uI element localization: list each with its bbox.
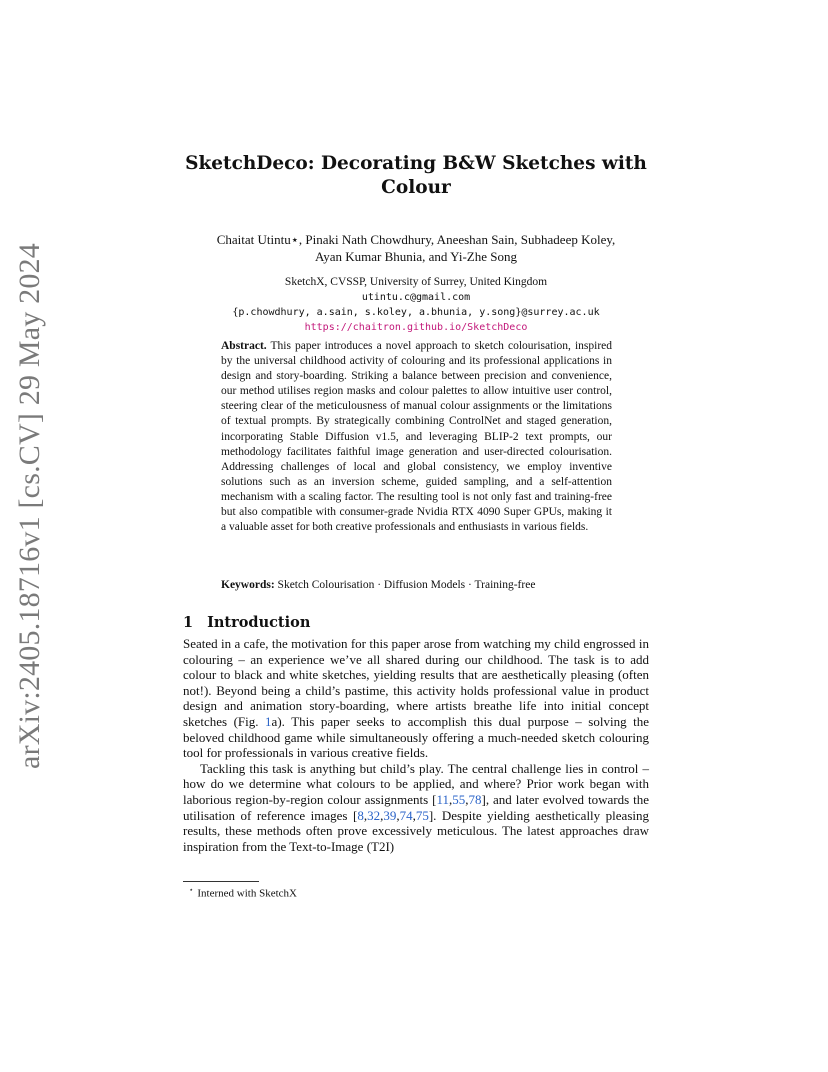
abstract-text: This paper introduces a novel approach to sketch colourisation, inspired by the universal childhood activity of colouring and its professional applications in design and story-boarding. Striking a balance between precision and convenience, our method utilises region masks and colour palettes to allow intuitive user control, steering clear of the meticulousness of manual colour assignments or the limitations of textual prompts. By strategically combining ControlNet and staged generation, incorporating Stable Diffusion v1.5, and leveraging BLIP-2 text prompts, our methodology facilitates faithful image generation and user-directed colourisation. Addressing challenges of local and global consistency, we employ inventive solutions such as an inversion scheme, guided sampling, and a self-attention mechanism with a scaling factor. The resulting tool is not only fast and training-free but also compatible with consumer-grade Nvidia RTX 4090 Super GPUs, making it a valuable asset for both creative professionals and enthusiasts in various fields. — [221, 340, 612, 534]
abstract — [221, 339, 612, 535]
citation-link[interactable]: 39 — [383, 807, 397, 823]
abstract-label: Abstract. — [221, 340, 267, 352]
footnote-text: Interned with SketchX — [197, 887, 297, 900]
affiliation-org: SketchX, CVSSP, University of Surrey, United Kingdom — [284, 276, 548, 288]
intro-paragraph-1 — [183, 636, 649, 761]
affiliation-block — [183, 275, 649, 335]
section-title: Introduction — [207, 614, 311, 631]
citation-link[interactable]: 74 — [399, 807, 413, 823]
footnote — [189, 886, 297, 900]
citation-link[interactable]: 75 — [415, 807, 429, 823]
footnote-rule — [183, 881, 259, 882]
citation-link[interactable]: 32 — [367, 807, 381, 823]
citation-link[interactable]: 78 — [468, 791, 482, 807]
section-heading — [183, 614, 310, 631]
author-line-2: Ayan Kumar Bhunia, and Yi-Zhe Song — [315, 249, 517, 264]
email-primary[interactable]: utintu.c@gmail.com — [361, 292, 471, 303]
intro-paragraph-2: Tackling this task is anything but child’s play. The central challenge lies in control – how do we determine what colours to be applied, and where? Prior work began with laborious region-by-region colour assignments [11,55,78], and later evolved towards the utilisation of reference images [8,32,39,74,75]. Despite yielding aesthetically pleasing results, these methods often prove excessively meticulous. The latest approaches draw inspiration from the Text-to-Image (T2I) — [183, 760, 649, 854]
section-number: 1 — [183, 614, 194, 631]
citation-link[interactable]: 11 — [436, 791, 449, 807]
text-run: a). This paper seeks to accomplish this dual purpose – solving the beloved childhood game while simultaneously offering a much-needed sketch colouring tool for professionals in various creative fields. — [183, 713, 650, 761]
author-list — [160, 231, 672, 265]
figure-ref-link[interactable]: 1 — [265, 713, 272, 729]
keywords-label: Keywords: — [221, 579, 275, 591]
keywords — [221, 578, 612, 593]
footnote-mark: ⋆ — [189, 886, 194, 894]
project-url-link[interactable]: https://chaitron.github.io/SketchDeco — [304, 322, 528, 333]
author-line-1: Chaitat Utintu⋆, Pinaki Nath Chowdhury, Aneeshan Sain, Subhadeep Koley, — [216, 232, 616, 247]
text-run: ], and later evolved towards the utilisation of reference images [ — [183, 791, 649, 823]
text-run: ]. Despite yielding aesthetically pleasing results, these methods often prove excessively meticulous. The latest approaches draw inspiration from the Text-to-Image (T2I) — [183, 807, 649, 854]
intro-body — [183, 636, 649, 854]
citation-link[interactable]: 55 — [452, 791, 466, 807]
arxiv-identifier: arXiv:2405.18716v1 [cs.CV] 29 May 2024 — [13, 243, 46, 769]
paper-title: SketchDeco: Decorating B&W Sketches with Colour — [185, 153, 647, 198]
keywords-text: Sketch Colourisation · Diffusion Models · Training-free — [277, 579, 536, 591]
text-run: Seated in a cafe, the motivation for this paper arose from watching my child engrossed in colouring – an experience we’ve all shared during our childhood. The task is to add colour to black and white sketches, yielding results that are aesthetically pleasing (often not!). Beyond being a child’s pastime, this activity holds professional value in product design and animation story-boarding, where artists breathe life into initial concept sketches (Fig. — [183, 636, 649, 729]
citation-link[interactable]: 8 — [357, 807, 364, 823]
email-group[interactable]: {p.chowdhury, a.sain, s.koley, a.bhunia, y.song}@surrey.ac.uk — [232, 307, 600, 318]
text-run: Tackling this task is anything but child’s play. The central challenge lies in control – how do we determine what colours to be applied, and where? Prior work began with laborious region-by-region colour assignments [ — [183, 760, 649, 807]
